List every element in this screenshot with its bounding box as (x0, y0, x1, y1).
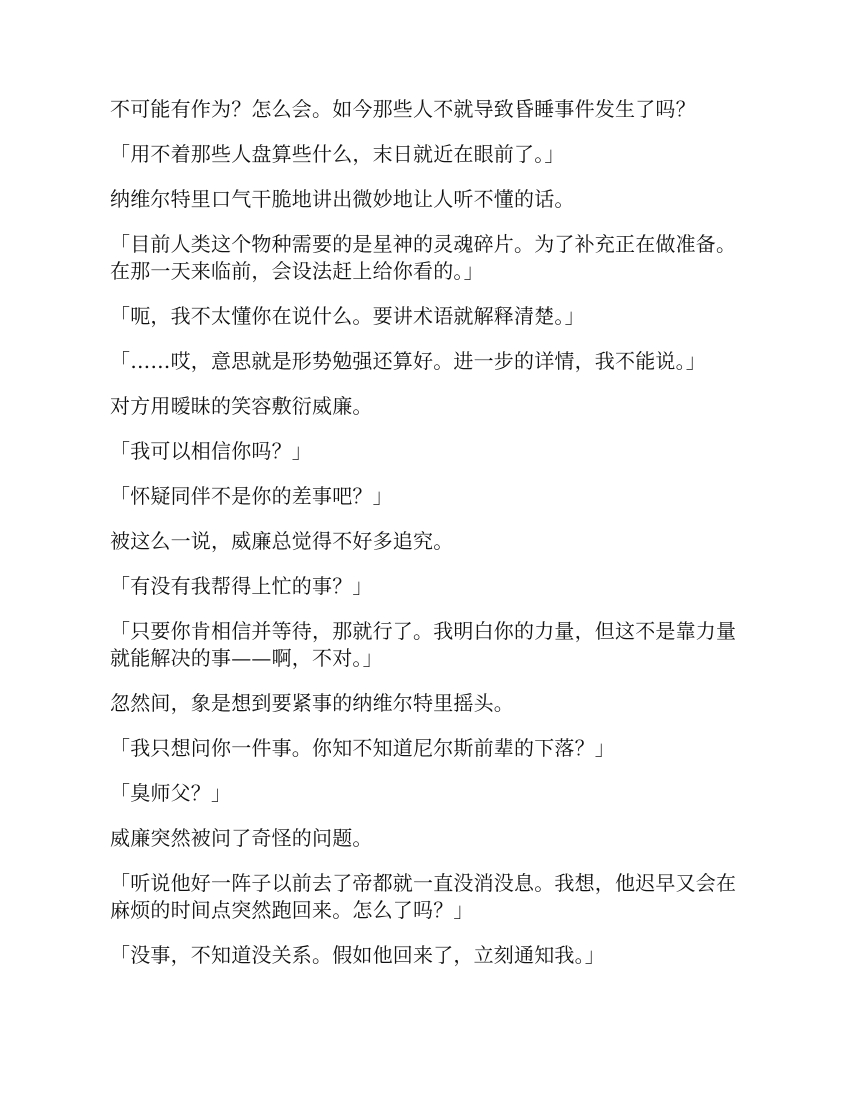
paragraph: 纳维尔特里口气干脆地讲出微妙地让人听不懂的话。 (110, 187, 575, 211)
paragraph: 「臭师父？」 (110, 781, 232, 805)
paragraph: 「目前人类这个物种需要的是星神的灵魂碎片。为了补充正在做准备。在那一天来临前，会设法赶上给你看的。」 (110, 232, 737, 283)
paragraph: 威廉突然被问了奇怪的问题。 (110, 826, 373, 850)
paragraph: 「听说他好一阵子以前去了帝都就一直没消没息。我想，他迟早又会在麻烦的时间点突然跑回来。怎么了吗？」 (110, 871, 737, 922)
paragraph: 「我只想问你一件事。你知不知道尼尔斯前辈的下落？」 (110, 736, 615, 760)
paragraph: 「有没有我帮得上忙的事？」 (110, 574, 373, 598)
paragraph: 「怀疑同伴不是你的差事吧？」 (110, 484, 393, 508)
paragraph: 「用不着那些人盘算些什么，末日就近在眼前了。」 (110, 142, 565, 166)
paragraph: 「呃，我不太懂你在说什么。要讲术语就解释清楚。」 (110, 304, 585, 328)
paragraph: 对方用暧昧的笑容敷衍威廉。 (110, 394, 373, 418)
paragraph: 「只要你肯相信并等待，那就行了。我明白你的力量，但这不是靠力量就能解决的事——啊，不对。」 (110, 619, 737, 670)
paragraph: 被这么一说，威廉总觉得不好多追究。 (110, 529, 454, 553)
paragraph: 「没事，不知道没关系。假如他回来了，立刻通知我。」 (110, 943, 605, 967)
paragraph: 「……哎，意思就是形势勉强还算好。进一步的详情，我不能说。」 (110, 349, 706, 373)
paragraph: 「我可以相信你吗？」 (110, 439, 312, 463)
paragraph: 不可能有作为？怎么会。如今那些人不就导致昏睡事件发生了吗？ (110, 97, 696, 121)
paragraph: 忽然间，象是想到要紧事的纳维尔特里摇头。 (110, 691, 514, 715)
body-text (110, 96, 740, 987)
